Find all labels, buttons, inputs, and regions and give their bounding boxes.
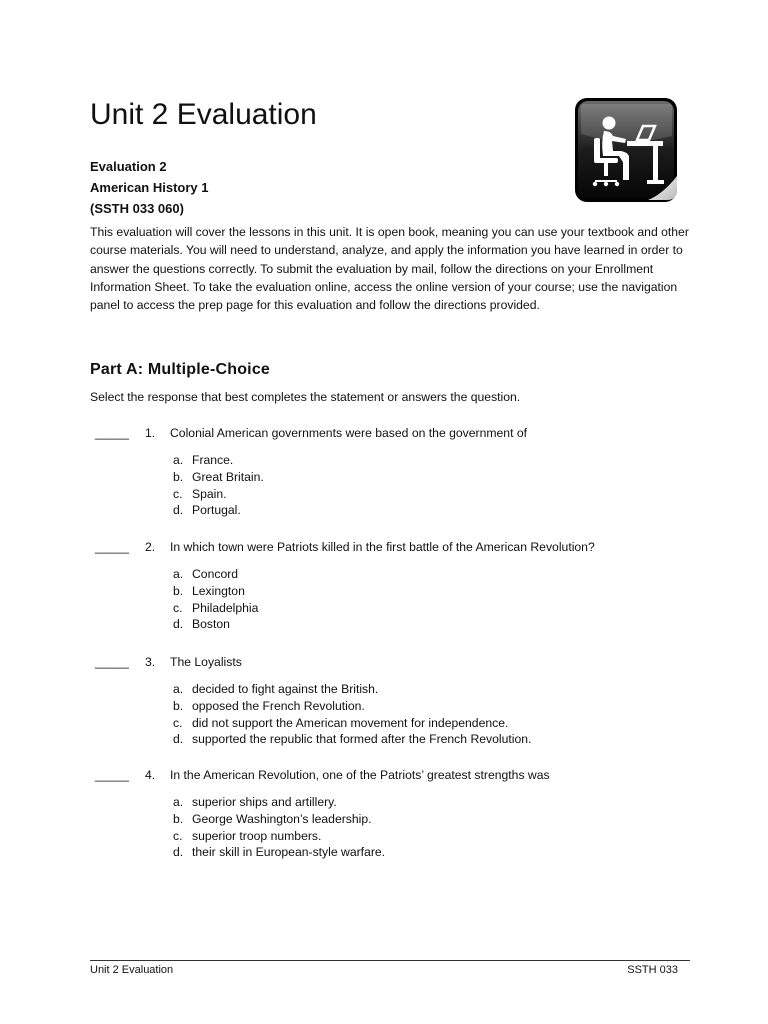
choice-text: Great Britain. bbox=[192, 469, 264, 484]
question-text: Colonial American governments were based on the government of bbox=[170, 426, 528, 440]
footer-title: Unit 2 Evaluation bbox=[90, 964, 174, 976]
question-text: The Loyalists bbox=[170, 655, 242, 669]
choice-text: did not support the American movement for independence. bbox=[192, 715, 509, 730]
question-line bbox=[95, 768, 695, 786]
answer-choice bbox=[95, 470, 695, 487]
course-code: (SSTH 033 060) bbox=[90, 201, 184, 216]
footer-course-code: SSTH 033 bbox=[627, 964, 678, 976]
question-item bbox=[95, 655, 695, 747]
choice-letter: a. bbox=[173, 682, 184, 696]
choice-text: Lexington bbox=[192, 583, 245, 598]
choice-text: France. bbox=[192, 453, 234, 467]
answer-choice bbox=[95, 845, 695, 862]
choice-text: Spain. bbox=[192, 486, 227, 501]
choice-list bbox=[95, 682, 695, 749]
choice-letter: b. bbox=[173, 698, 184, 713]
question-number: 1. bbox=[145, 426, 156, 440]
question-text: In the American Revolution, one of the Patriots’ greatest strengths was bbox=[170, 768, 550, 782]
evaluation-number: Evaluation 2 bbox=[90, 159, 167, 174]
answer-choice bbox=[95, 584, 695, 601]
answer-choice bbox=[95, 812, 695, 829]
answer-blank[interactable]: _____ bbox=[95, 768, 129, 782]
choice-text: Portugal. bbox=[192, 503, 241, 518]
choice-text: supported the republic that formed after the French Revolution. bbox=[192, 732, 532, 747]
choice-text: Boston bbox=[192, 617, 230, 632]
question-line bbox=[95, 655, 695, 673]
choice-letter: d. bbox=[173, 503, 184, 518]
choice-text: George Washington’s leadership. bbox=[192, 811, 372, 826]
choice-letter: a. bbox=[173, 567, 184, 581]
choice-text: Concord bbox=[192, 567, 239, 581]
question-line bbox=[95, 426, 695, 444]
evaluation-meta bbox=[90, 156, 209, 219]
answer-choice bbox=[95, 682, 695, 699]
question-item bbox=[95, 768, 695, 860]
answer-choice bbox=[95, 617, 695, 634]
answer-blank[interactable]: _____ bbox=[95, 426, 129, 440]
choice-letter: d. bbox=[173, 732, 184, 747]
answer-choice bbox=[95, 601, 695, 618]
choice-letter: d. bbox=[173, 845, 184, 860]
choice-letter: b. bbox=[173, 583, 184, 598]
choice-letter: c. bbox=[173, 715, 183, 730]
answer-choice bbox=[95, 487, 695, 504]
choice-letter: c. bbox=[173, 486, 183, 501]
question-text: In which town were Patriots killed in the first battle of the American Revolution? bbox=[170, 540, 595, 554]
question-line bbox=[95, 540, 695, 558]
choice-letter: c. bbox=[173, 828, 183, 843]
choice-list bbox=[95, 795, 695, 862]
choice-text: opposed the French Revolution. bbox=[192, 698, 365, 713]
footer-divider bbox=[90, 960, 690, 961]
page-title: Unit 2 Evaluation bbox=[90, 98, 317, 131]
question-item bbox=[95, 426, 695, 518]
answer-blank[interactable]: _____ bbox=[95, 540, 129, 554]
choice-text: superior troop numbers. bbox=[192, 828, 322, 843]
question-number: 4. bbox=[145, 768, 156, 782]
answer-choice bbox=[95, 567, 695, 584]
choice-text: decided to fight against the British. bbox=[192, 682, 379, 696]
part-a-instructions: Select the response that best completes the statement or answers the question. bbox=[90, 390, 521, 404]
choice-letter: b. bbox=[173, 811, 184, 826]
person-at-computer-desk-icon bbox=[573, 96, 679, 204]
question-number: 3. bbox=[145, 655, 156, 669]
answer-choice bbox=[95, 716, 695, 733]
answer-choice bbox=[95, 453, 695, 470]
choice-list bbox=[95, 453, 695, 520]
intro-paragraph: This evaluation will cover the lessons in this unit. It is open book, meaning you can use your textbook and other course materials. You will need to understand, analyze, and apply the information you have learned in order to answer the questions correctly. To submit the evaluation by mail, follow the directions on your Enrollment Information Sheet. To take the evaluation online, access the online version of your course; use the navigation panel to access the prep page for this evaluation and follow the directions provided. bbox=[90, 225, 689, 313]
course-name: American History 1 bbox=[90, 180, 209, 195]
choice-text: Philadelphia bbox=[192, 600, 259, 615]
question-number: 2. bbox=[145, 540, 156, 554]
choice-letter: a. bbox=[173, 795, 184, 809]
choice-letter: b. bbox=[173, 469, 184, 484]
answer-choice bbox=[95, 699, 695, 716]
question-item bbox=[95, 540, 695, 632]
answer-choice bbox=[95, 503, 695, 520]
answer-blank[interactable]: _____ bbox=[95, 655, 129, 669]
answer-choice bbox=[95, 732, 695, 749]
choice-letter: c. bbox=[173, 600, 183, 615]
choice-text: superior ships and artillery. bbox=[192, 795, 337, 809]
part-a-heading: Part A: Multiple-Choice bbox=[90, 361, 271, 378]
choice-text: their skill in European-style warfare. bbox=[192, 845, 386, 860]
choice-letter: d. bbox=[173, 617, 184, 632]
answer-choice bbox=[95, 795, 695, 812]
choice-letter: a. bbox=[173, 453, 184, 467]
choice-list bbox=[95, 567, 695, 634]
answer-choice bbox=[95, 829, 695, 846]
